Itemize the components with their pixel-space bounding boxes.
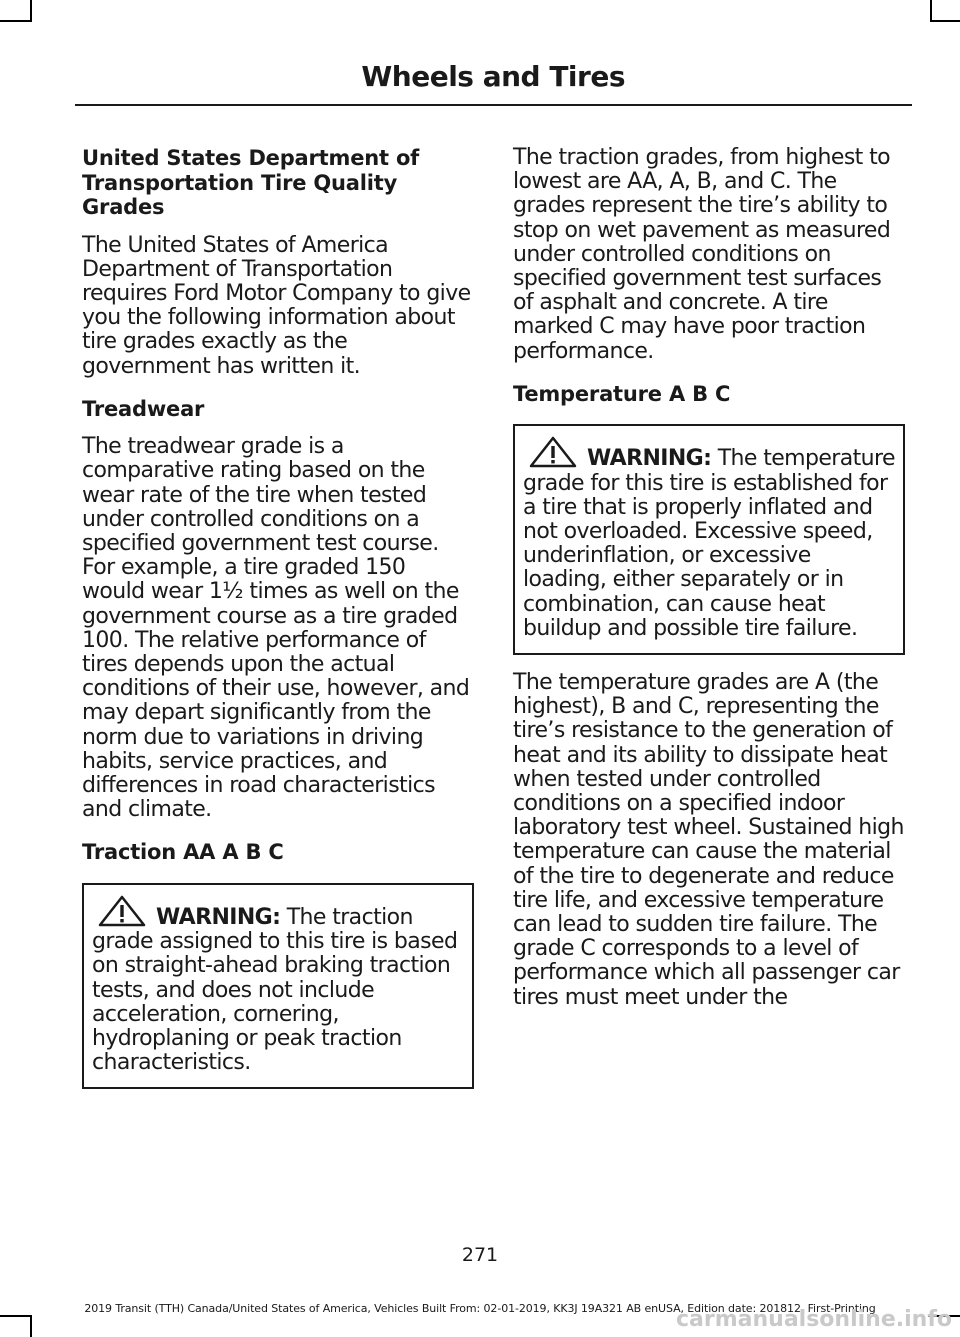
section-heading: Traction AA A B C [82,840,284,865]
warning-label: WARNING: [587,446,712,472]
paragraph: The traction grades, from highest to lowest are AA, A, B, and C. The grades represent the tire’s ability to stop on wet pavement as measured under controlled conditions on specified government test surfaces of asphalt and concrete. A tire marked C may have poor traction performance. [513,145,891,364]
paragraph: The treadwear grade is a comparative rating based on the wear rate of the tire when tested under controlled conditions on a specified government test course. For example, a tire graded 150 would wear 1½ times as well on the government course as a tire graded 100. The relative performance of tires depends upon the actual conditions of their use, however, and may depart significantly from the norm due to variations in driving habits, service practices, and differences in road characteristics and climate. [82,434,470,823]
watermark: carmanualsonline.info [676,1307,952,1332]
crop-mark [0,20,32,22]
crop-mark [930,20,960,22]
header-divider [75,104,912,106]
warning-text: The temperature grade for this tire is established for a tire that is properly inflated and not overloaded. Excessive speed, underinflation, or excessive loading, either separately or in combination, can cause heat buildup and possible tire failure. [523,446,895,641]
right-column [513,146,905,1010]
paragraph: The temperature grades are A (the highest), B and C, representing the tire’s resistance to the generation of heat and its ability to dissipate heat when tested under controlled conditions on a specified indoor laboratory test wheel. Sustained high temperature can cause the material of the tire to degenerate and reduce tire life, and excessive temperature can lead to sudden tire failure. The grade C corresponds to a level of performance which all passenger car tires must meet under the [513,669,904,1010]
crop-mark [30,1315,32,1337]
crop-mark [30,0,32,22]
warning-triangle-icon [98,895,146,927]
warning-text: The traction grade assigned to this tire is based on straight-ahead braking traction tests, and does not include acceleration, cornering, hydroplaning or peak traction characteristics. [92,904,458,1076]
page-title: Wheels and Tires [361,60,625,93]
warning-triangle-icon [529,436,577,468]
crop-mark [0,1315,32,1317]
section-heading: United States Department of Transportation Tire Quality Grades [82,146,420,219]
paragraph: The United States of America Department of Transportation requires Ford Motor Company to give you the following information about tire grades exactly as the government has written it. [82,232,471,379]
warning-box [513,424,905,655]
left-column [82,146,474,1089]
section-heading: Temperature A B C [513,381,731,406]
page-number: 271 [461,1244,499,1266]
crop-mark [930,0,932,22]
warning-box [82,883,474,1089]
footer-text: 2019 Transit (TTH) Canada/United States of America, Vehicles Built From: 02-01-2019, KK3J 19A321 AB enUSA, Edition date: 201812, First-Printing [84,1302,876,1315]
section-heading: Treadwear [82,396,205,421]
warning-label: WARNING: [156,904,281,930]
